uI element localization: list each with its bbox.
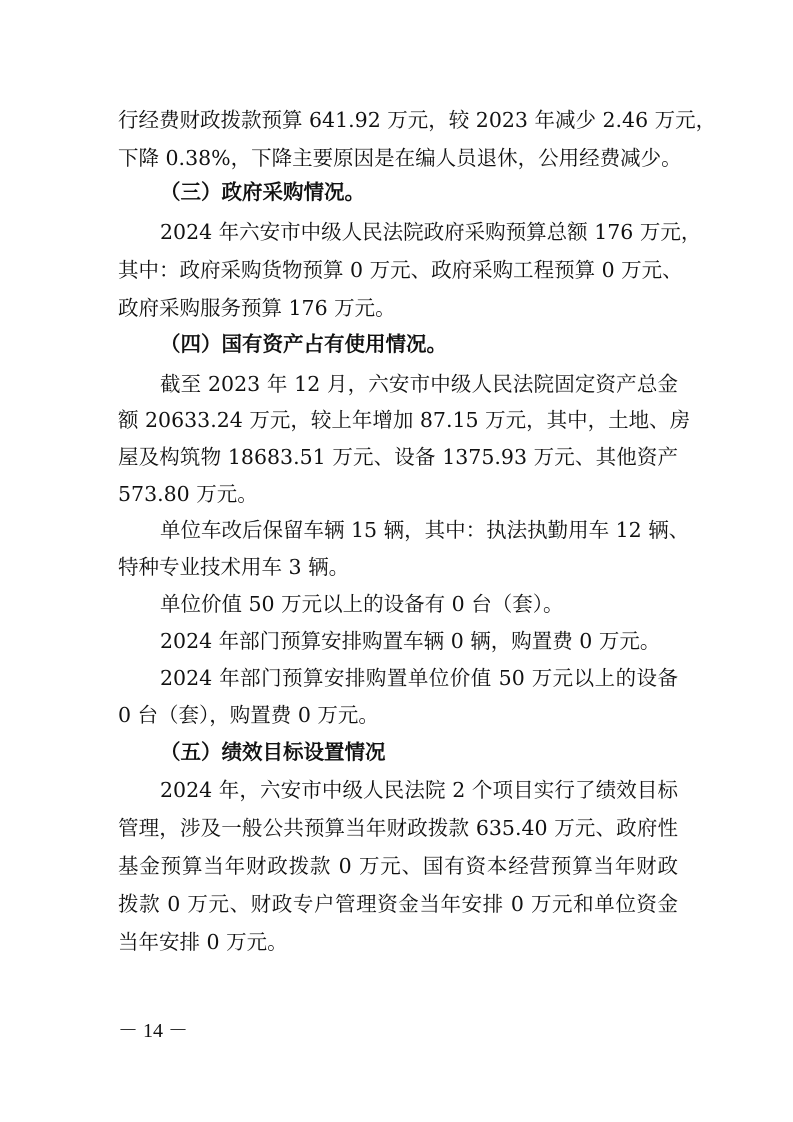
paragraph-line: 特种专业技术用车 3 辆。 [118, 555, 350, 579]
section-heading-assets: （四）国有资产占有使用情况。 [160, 332, 447, 356]
paragraph-line: 当年安排 0 万元。 [118, 930, 288, 954]
paragraph-line: 额 20633.24 万元，较上年增加 87.15 万元，其中，土地、房 [118, 408, 691, 432]
paragraph-line: 573.80 万元。 [118, 482, 258, 506]
paragraph-line: 管理，涉及一般公共预算当年财政拨款 635.40 万元、政府性 [118, 816, 678, 840]
paragraph-line: 其中：政府采购货物预算 0 万元、政府采购工程预算 0 万元、 [118, 258, 683, 282]
section-heading-procurement: （三）政府采购情况。 [160, 180, 365, 204]
section-heading-performance: （五）绩效目标设置情况 [160, 740, 386, 764]
paragraph-line: 截至 2023 年 12 月，六安市中级人民法院固定资产总金 [160, 372, 678, 396]
paragraph-line: 2024 年，六安市中级人民法院 2 个项目实行了绩效目标 [160, 778, 678, 802]
paragraph-line: 屋及构筑物 18683.51 万元、设备 1375.93 万元、其他资产 [118, 445, 678, 469]
paragraph-line: 0 台（套），购置费 0 万元。 [118, 703, 379, 727]
paragraph-line: 2024 年部门预算安排购置车辆 0 辆，购置费 0 万元。 [160, 629, 661, 653]
paragraph-line: 基金预算当年财政拨款 0 万元、国有资本经营预算当年财政 [118, 854, 678, 878]
page-number: － 14 － [118, 1020, 188, 1042]
paragraph-line: 2024 年六安市中级人民法院政府采购预算总额 176 万元， [160, 220, 702, 244]
paragraph-line: 下降 0.38%，下降主要原因是在编人员退休，公用经费减少。 [118, 146, 682, 170]
paragraph-line: 政府采购服务预算 176 万元。 [118, 296, 396, 320]
paragraph-line: 单位车改后保留车辆 15 辆，其中：执法执勤用车 12 辆、 [160, 518, 690, 542]
paragraph-line: 单位价值 50 万元以上的设备有 0 台（套）。 [160, 592, 564, 616]
paragraph-line: 2024 年部门预算安排购置单位价值 50 万元以上的设备 [160, 666, 678, 690]
paragraph-line: 拨款 0 万元、财政专户管理资金当年安排 0 万元和单位资金 [118, 892, 678, 916]
paragraph-line: 行经费财政拨款预算 641.92 万元，较 2023 年减少 2.46 万元， [118, 108, 717, 132]
